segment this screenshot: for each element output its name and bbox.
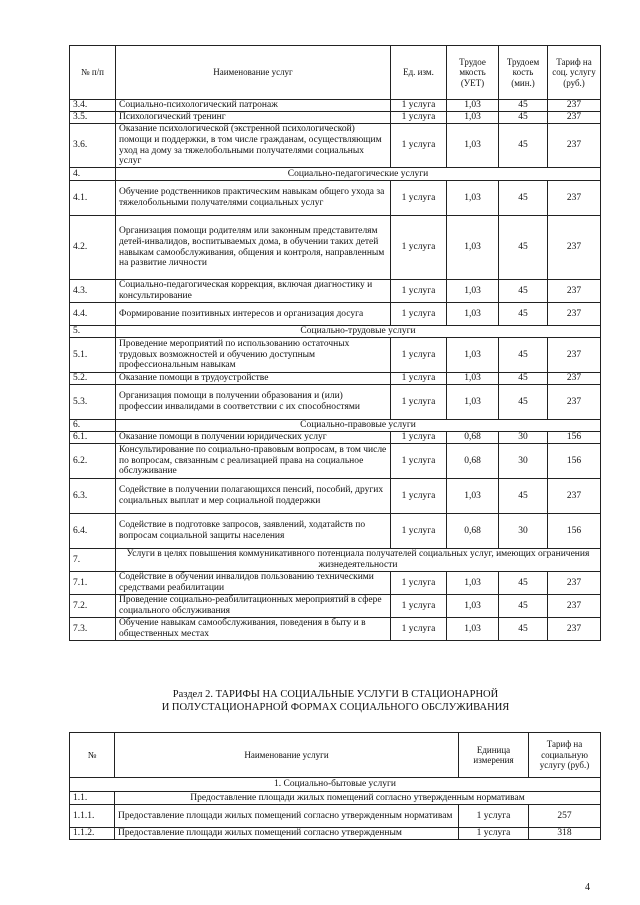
labor-uet: 1,03 bbox=[447, 479, 499, 514]
header-labor-uet: Трудое мкость (УЕТ) bbox=[447, 46, 499, 100]
row-number: 6.2. bbox=[70, 444, 116, 479]
row-number: 7. bbox=[70, 549, 116, 572]
header-number: № bbox=[70, 733, 115, 778]
header-service-name: Наименование услуги bbox=[115, 733, 459, 778]
row-number: 7.3. bbox=[70, 618, 116, 641]
labor-minutes: 45 bbox=[499, 479, 548, 514]
labor-uet: 0,68 bbox=[447, 432, 499, 444]
tariff: 237 bbox=[548, 385, 601, 420]
tariff: 237 bbox=[548, 112, 601, 124]
labor-uet: 0,68 bbox=[447, 514, 499, 549]
table-row bbox=[70, 373, 601, 385]
row-number: 1.1.2. bbox=[70, 828, 115, 840]
unit: 1 услуга bbox=[391, 373, 447, 385]
labor-minutes: 45 bbox=[499, 595, 548, 618]
labor-uet: 1,03 bbox=[447, 112, 499, 124]
row-number: 5.3. bbox=[70, 385, 116, 420]
service-name: Обучение навыкам самообслуживания, поведения в быту и в общественных местах bbox=[116, 618, 391, 641]
labor-uet: 1,03 bbox=[447, 338, 499, 373]
service-name: Формирование позитивных интересов и организация досуга bbox=[116, 303, 391, 326]
table-row bbox=[70, 828, 601, 840]
row-number: 4.3. bbox=[70, 280, 116, 303]
table-row bbox=[70, 385, 601, 420]
service-name: Содействие в подготовке запросов, заявлений, ходатайств по вопросам социальной защиты населения bbox=[116, 514, 391, 549]
tariff: 237 bbox=[548, 280, 601, 303]
labor-minutes: 45 bbox=[499, 338, 548, 373]
labor-minutes: 30 bbox=[499, 444, 548, 479]
section-title: 1. Социально-бытовые услуги bbox=[70, 778, 601, 792]
table-row bbox=[70, 618, 601, 641]
labor-minutes: 45 bbox=[499, 618, 548, 641]
labor-uet: 1,03 bbox=[447, 595, 499, 618]
tariffs-table-section2 bbox=[69, 732, 601, 840]
labor-minutes: 30 bbox=[499, 514, 548, 549]
table-row bbox=[70, 100, 601, 112]
table-row bbox=[70, 124, 601, 168]
unit: 1 услуга bbox=[391, 479, 447, 514]
tariff: 237 bbox=[548, 595, 601, 618]
row-number: 4.2. bbox=[70, 216, 116, 280]
table-row bbox=[70, 444, 601, 479]
unit: 1 услуга bbox=[459, 828, 529, 840]
header-unit: Единица измерения bbox=[459, 733, 529, 778]
labor-minutes: 45 bbox=[499, 280, 548, 303]
labor-minutes: 45 bbox=[499, 303, 548, 326]
header-number: № п/п bbox=[70, 46, 116, 100]
header-labor-minutes: Трудоем кость (мин.) bbox=[499, 46, 548, 100]
service-name: Оказание помощи в трудоустройстве bbox=[116, 373, 391, 385]
row-number: 6. bbox=[70, 420, 116, 432]
tariff: 237 bbox=[548, 572, 601, 595]
table-row bbox=[70, 216, 601, 280]
unit: 1 услуга bbox=[391, 572, 447, 595]
table-row bbox=[70, 479, 601, 514]
unit: 1 услуга bbox=[391, 618, 447, 641]
table-row bbox=[70, 303, 601, 326]
table-row bbox=[70, 112, 601, 124]
tariff: 237 bbox=[548, 124, 601, 168]
page-number: 4 bbox=[585, 882, 590, 893]
service-name: Социально-психологический патронаж bbox=[116, 100, 391, 112]
section-title: Социально-правовые услуги bbox=[116, 420, 601, 432]
labor-minutes: 45 bbox=[499, 385, 548, 420]
unit: 1 услуга bbox=[391, 338, 447, 373]
service-name: Организация помощи родителям или законным представителям детей-инвалидов, воспитываемых дома, в обучении таких детей навыкам самообслуживания, общения и контроля, направленным на развитие личности bbox=[116, 216, 391, 280]
table-row bbox=[70, 338, 601, 373]
row-number: 4.1. bbox=[70, 181, 116, 216]
row-number: 6.1. bbox=[70, 432, 116, 444]
service-name: Оказание помощи в получении юридических услуг bbox=[116, 432, 391, 444]
unit: 1 услуга bbox=[391, 280, 447, 303]
table-row bbox=[70, 432, 601, 444]
tariff: 237 bbox=[548, 618, 601, 641]
labor-uet: 1,03 bbox=[447, 373, 499, 385]
labor-minutes: 45 bbox=[499, 124, 548, 168]
section-title: Услуги в целях повышения коммуникативного потенциала получателей социальных услуг, имеющих ограничения жизнедеятельности bbox=[116, 549, 601, 572]
header-unit: Ед. изм. bbox=[391, 46, 447, 100]
section-2-heading-line1: Раздел 2. ТАРИФЫ НА СОЦИАЛЬНЫЕ УСЛУГИ В СТАЦИОНАРНОЙ bbox=[172, 689, 499, 700]
tariff: 318 bbox=[529, 828, 601, 840]
row-number: 7.2. bbox=[70, 595, 116, 618]
unit: 1 услуга bbox=[391, 303, 447, 326]
tariff: 156 bbox=[548, 432, 601, 444]
labor-uet: 1,03 bbox=[447, 100, 499, 112]
tariff: 257 bbox=[529, 805, 601, 828]
unit: 1 услуга bbox=[391, 124, 447, 168]
unit: 1 услуга bbox=[391, 112, 447, 124]
tariff: 237 bbox=[548, 338, 601, 373]
labor-minutes: 45 bbox=[499, 112, 548, 124]
tariff: 156 bbox=[548, 514, 601, 549]
unit: 1 услуга bbox=[391, 444, 447, 479]
labor-uet: 1,03 bbox=[447, 572, 499, 595]
labor-uet: 1,03 bbox=[447, 618, 499, 641]
section-title: Социально-трудовые услуги bbox=[116, 326, 601, 338]
table-header-row bbox=[70, 733, 601, 778]
unit: 1 услуга bbox=[391, 514, 447, 549]
labor-minutes: 45 bbox=[499, 373, 548, 385]
service-name: Проведение мероприятий по использованию остаточных трудовых возможностей и обучению доступным профессиональным навыкам bbox=[116, 338, 391, 373]
table-row bbox=[70, 181, 601, 216]
row-number: 4. bbox=[70, 168, 116, 181]
service-name: Обучение родственников практическим навыкам общего ухода за тяжелобольными получателями социальных услуг bbox=[116, 181, 391, 216]
tariff: 237 bbox=[548, 216, 601, 280]
row-number: 1.1.1. bbox=[70, 805, 115, 828]
unit: 1 услуга bbox=[391, 595, 447, 618]
section-title: Социально-педагогические услуги bbox=[116, 168, 601, 181]
subsection-title: Предоставление площади жилых помещений согласно утвержденным нормативам bbox=[115, 792, 601, 805]
labor-uet: 1,03 bbox=[447, 303, 499, 326]
labor-minutes: 45 bbox=[499, 572, 548, 595]
row-number: 6.4. bbox=[70, 514, 116, 549]
labor-uet: 1,03 bbox=[447, 124, 499, 168]
labor-uet: 1,03 bbox=[447, 181, 499, 216]
service-name: Содействие в обучении инвалидов пользованию техническими средствами реабилитации bbox=[116, 572, 391, 595]
table-row bbox=[70, 805, 601, 828]
labor-minutes: 45 bbox=[499, 216, 548, 280]
tariff: 237 bbox=[548, 303, 601, 326]
service-name: Консультирование по социально-правовым вопросам, в том числе по вопросам, связанным с реализацией права на социальное обслуживание bbox=[116, 444, 391, 479]
tariff: 237 bbox=[548, 181, 601, 216]
row-number: 6.3. bbox=[70, 479, 116, 514]
labor-uet: 1,03 bbox=[447, 280, 499, 303]
unit: 1 услуга bbox=[391, 100, 447, 112]
row-number: 7.1. bbox=[70, 572, 116, 595]
tariff: 237 bbox=[548, 100, 601, 112]
service-name: Оказание психологической (экстренной психологической) помощи и поддержки, в том числе гражданам, осуществляющим уход на дому за тяжелобольными получателями социальных услуг bbox=[116, 124, 391, 168]
row-number: 3.4. bbox=[70, 100, 116, 112]
tariff: 156 bbox=[548, 444, 601, 479]
table-header-row bbox=[70, 46, 601, 100]
row-number: 4.4. bbox=[70, 303, 116, 326]
labor-uet: 1,03 bbox=[447, 216, 499, 280]
service-name: Проведение социально-реабилитационных мероприятий в сфере социального обслуживания bbox=[116, 595, 391, 618]
row-number: 5.2. bbox=[70, 373, 116, 385]
tariff: 237 bbox=[548, 373, 601, 385]
section-title-row bbox=[70, 778, 601, 792]
section-row bbox=[70, 168, 601, 181]
labor-minutes: 45 bbox=[499, 181, 548, 216]
table-row bbox=[70, 280, 601, 303]
row-number: 5.1. bbox=[70, 338, 116, 373]
unit: 1 услуга bbox=[391, 432, 447, 444]
row-number: 5. bbox=[70, 326, 116, 338]
service-name: Психологический тренинг bbox=[116, 112, 391, 124]
service-name: Организация помощи в получении образования и (или) профессии инвалидами в соответствии с их способностями bbox=[116, 385, 391, 420]
unit: 1 услуга bbox=[391, 216, 447, 280]
section-row bbox=[70, 549, 601, 572]
row-number: 1.1. bbox=[70, 792, 115, 805]
service-name: Предоставление площади жилых помещений согласно утвержденным нормативам bbox=[115, 805, 459, 828]
labor-uet: 0,68 bbox=[447, 444, 499, 479]
service-name: Предоставление площади жилых помещений согласно утвержденным bbox=[115, 828, 459, 840]
tariffs-table-section1 bbox=[69, 45, 601, 641]
table-row bbox=[70, 572, 601, 595]
unit: 1 услуга bbox=[391, 181, 447, 216]
service-name: Социально-педагогическая коррекция, включая диагностику и консультирование bbox=[116, 280, 391, 303]
labor-minutes: 45 bbox=[499, 100, 548, 112]
table-row bbox=[70, 595, 601, 618]
subsection-row bbox=[70, 792, 601, 805]
row-number: 3.5. bbox=[70, 112, 116, 124]
table-row bbox=[70, 514, 601, 549]
row-number: 3.6. bbox=[70, 124, 116, 168]
tariff: 237 bbox=[548, 479, 601, 514]
header-service-name: Наименование услуг bbox=[116, 46, 391, 100]
unit: 1 услуга bbox=[459, 805, 529, 828]
header-tariff: Тариф на социальную услугу (руб.) bbox=[529, 733, 601, 778]
unit: 1 услуга bbox=[391, 385, 447, 420]
section-row bbox=[70, 326, 601, 338]
service-name: Содействие в получении полагающихся пенсий, пособий, других социальных выплат и мер социальной поддержки bbox=[116, 479, 391, 514]
header-tariff: Тариф на соц. услугу (руб.) bbox=[548, 46, 601, 100]
labor-minutes: 30 bbox=[499, 432, 548, 444]
section-2-heading bbox=[70, 689, 601, 714]
labor-uet: 1,03 bbox=[447, 385, 499, 420]
section-row bbox=[70, 420, 601, 432]
section-2-heading-line2: И ПОЛУСТАЦИОНАРНОЙ ФОРМАХ СОЦИАЛЬНОГО ОБСЛУЖИВАНИЯ bbox=[161, 701, 510, 713]
